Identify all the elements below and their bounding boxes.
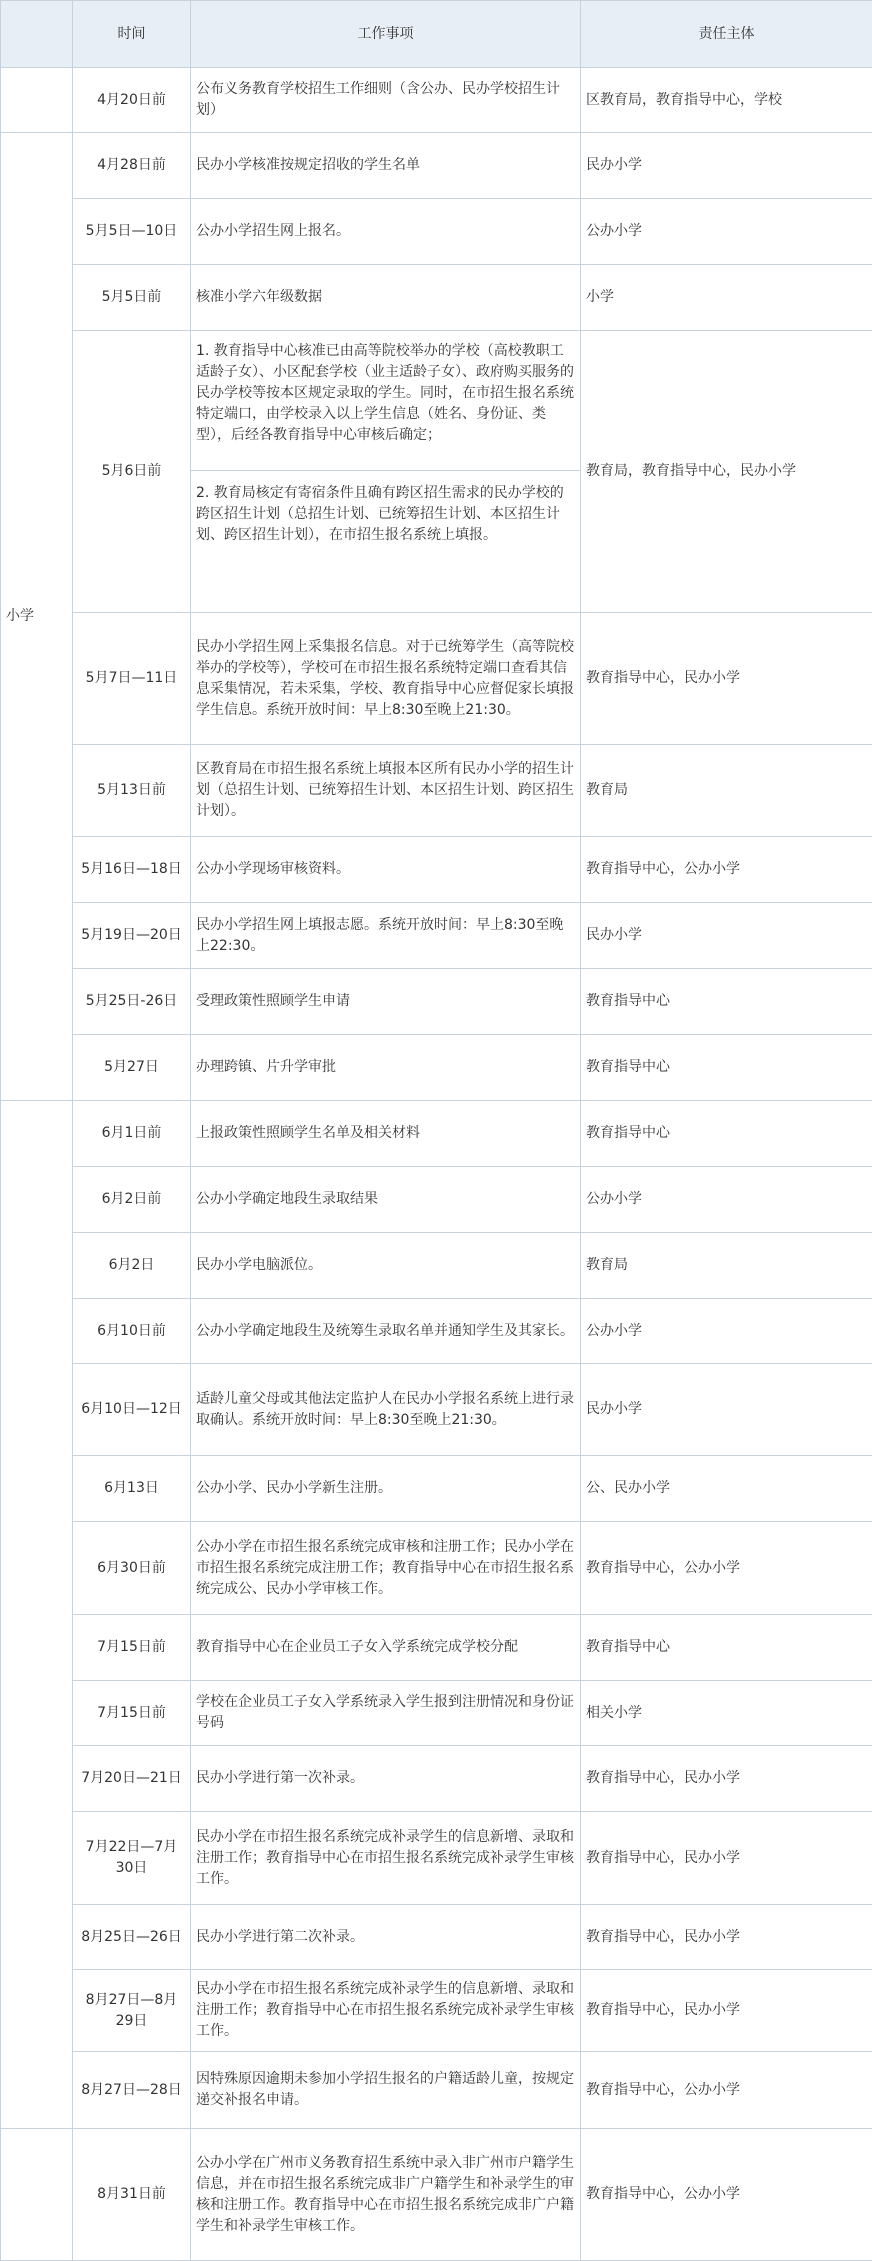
row-task: 公办小学确定地段生及统筹生录取名单并通知学生及其家长。 (191, 1299, 581, 1364)
row-date: 6月2日前 (73, 1167, 191, 1233)
row-responsible: 教育指导中心，民办小学 (581, 1746, 872, 1812)
row-responsible: 教育指导中心，民办小学 (581, 613, 872, 745)
row-responsible: 公办小学 (581, 1299, 872, 1364)
table-row (1, 68, 872, 133)
row-responsible: 教育指导中心，公办小学 (581, 1522, 872, 1615)
row-date: 6月10日前 (73, 1299, 191, 1364)
row-task: 办理跨镇、片升学审批 (191, 1035, 581, 1101)
row-date: 6月10日—12日 (73, 1364, 191, 1456)
group-label: 小学 (1, 133, 73, 1101)
row-task: 教育指导中心在企业员工子女入学系统完成学校分配 (191, 1615, 581, 1681)
row-task: 上报政策性照顾学生名单及相关材料 (191, 1101, 581, 1167)
table-row (1, 1035, 872, 1101)
table-row (1, 1905, 872, 1970)
table-row (1, 613, 872, 745)
row-responsible: 教育指导中心，民办小学 (581, 1970, 872, 2052)
row-responsible: 教育指导中心，公办小学 (581, 2129, 872, 2261)
row-task: 公办小学在广州市义务教育招生系统中录入非广州市户籍学生信息，并在市招生报名系统完成非广户籍学生和补录学生的审核和注册工作。教育指导中心在市招生报名系统完成非广户籍学生和补录学生审核工作。 (191, 2129, 581, 2261)
row-responsible: 公办小学 (581, 1167, 872, 1233)
group-label (1, 2129, 73, 2261)
row-responsible: 教育指导中心 (581, 969, 872, 1035)
row-date: 6月30日前 (73, 1522, 191, 1615)
row-task: 因特殊原因逾期未参加小学招生报名的户籍适龄儿童，按规定递交补报名申请。 (191, 2052, 581, 2129)
row-responsible: 相关小学 (581, 1681, 872, 1746)
row-task: 民办小学进行第一次补录。 (191, 1746, 581, 1812)
row-responsible: 公办小学 (581, 199, 872, 265)
table-row (1, 1812, 872, 1905)
row-task: 核准小学六年级数据 (191, 265, 581, 331)
row-task: 民办小学核准按规定招收的学生名单 (191, 133, 581, 199)
row-responsible: 民办小学 (581, 903, 872, 969)
row-date: 4月20日前 (73, 68, 191, 133)
row-task: 民办小学在市招生报名系统完成补录学生的信息新增、录取和注册工作；教育指导中心在市招生报名系统完成补录学生审核工作。 (191, 1812, 581, 1905)
table-row (1, 969, 872, 1035)
row-task: 民办小学进行第二次补录。 (191, 1905, 581, 1970)
row-task: 公布义务教育学校招生工作细则（含公办、民办学校招生计划） (191, 68, 581, 133)
header-task: 工作事项 (191, 1, 581, 68)
header-time: 时间 (73, 1, 191, 68)
row-date: 7月22日—7月30日 (73, 1812, 191, 1905)
row-date: 5月6日前 (73, 331, 191, 613)
row-responsible: 小学 (581, 265, 872, 331)
table-row (1, 1101, 872, 1167)
row-task: 区教育局在市招生报名系统上填报本区所有民办小学的招生计划（总招生计划、已统筹招生计划、本区招生计划、跨区招生计划）。 (191, 745, 581, 837)
table-row (1, 1456, 872, 1522)
row-date: 6月13日 (73, 1456, 191, 1522)
row-responsible: 教育指导中心，公办小学 (581, 2052, 872, 2129)
row-date: 5月7日—11日 (73, 613, 191, 745)
row-responsible: 教育指导中心，公办小学 (581, 837, 872, 903)
row-date: 6月1日前 (73, 1101, 191, 1167)
row-responsible: 民办小学 (581, 1364, 872, 1456)
row-task: 民办小学在市招生报名系统完成补录学生的信息新增、录取和注册工作；教育指导中心在市招生报名系统完成补录学生审核工作。 (191, 1970, 581, 2052)
row-responsible: 教育局 (581, 1233, 872, 1299)
table-row (1, 199, 872, 265)
row-task: 民办小学招生网上采集报名信息。对于已统筹学生（高等院校举办的学校等），学校可在市招生报名系统特定端口查看其信息采集情况，若未采集，学校、教育指导中心应督促家长填报学生信息。系统开放时间：早上8:30至晚上21:30。 (191, 613, 581, 745)
table-row (1, 1233, 872, 1299)
table-row (1, 265, 872, 331)
table-row (1, 331, 872, 613)
row-date: 8月25日—26日 (73, 1905, 191, 1970)
row-date: 8月27日—28日 (73, 2052, 191, 2129)
row-responsible: 教育指导中心 (581, 1101, 872, 1167)
table-row (1, 903, 872, 969)
row-responsible: 公、民办小学 (581, 1456, 872, 1522)
row-date: 5月16日—18日 (73, 837, 191, 903)
row-responsible: 教育指导中心，民办小学 (581, 1812, 872, 1905)
row-date: 5月19日—20日 (73, 903, 191, 969)
row-responsible: 教育指导中心，民办小学 (581, 1905, 872, 1970)
row-task-split (191, 331, 581, 613)
row-task: 公办小学、民办小学新生注册。 (191, 1456, 581, 1522)
row-date: 5月5日前 (73, 265, 191, 331)
table-row (1, 1167, 872, 1233)
table-row (1, 133, 872, 199)
table-row (1, 745, 872, 837)
row-task: 民办小学招生网上填报志愿。系统开放时间：早上8:30至晚上22:30。 (191, 903, 581, 969)
header-group (1, 1, 73, 68)
row-responsible: 教育指导中心 (581, 1615, 872, 1681)
row-task: 学校在企业员工子女入学系统录入学生报到注册情况和身份证号码 (191, 1681, 581, 1746)
row-task: 受理政策性照顾学生申请 (191, 969, 581, 1035)
table-row (1, 1299, 872, 1364)
row-date: 6月2日 (73, 1233, 191, 1299)
row-responsible: 教育指导中心 (581, 1035, 872, 1101)
row-task: 公办小学招生网上报名。 (191, 199, 581, 265)
table-row (1, 837, 872, 903)
row-date: 7月15日前 (73, 1681, 191, 1746)
row-task: 适龄儿童父母或其他法定监护人在民办小学报名系统上进行录取确认。系统开放时间：早上8:30至晚上21:30。 (191, 1364, 581, 1456)
row-task: 民办小学电脑派位。 (191, 1233, 581, 1299)
table-row (1, 1364, 872, 1456)
row-responsible: 区教育局，教育指导中心，学校 (581, 68, 872, 133)
row-responsible: 民办小学 (581, 133, 872, 199)
group-label (1, 68, 73, 133)
table-row (1, 1681, 872, 1746)
row-date: 5月25日-26日 (73, 969, 191, 1035)
row-task-part-1: 1. 教育指导中心核准已由高等院校举办的学校（高校教职工适龄子女）、小区配套学校（业主适龄子女）、政府购买服务的民办学校等按本区规定录取的学生。同时，在市招生报名系统特定端口，由学校录入以上学生信息（姓名、身份证、类型），后经各教育指导中心审核后确定； (191, 331, 580, 471)
row-task-part-2: 2. 教育局核定有寄宿条件且确有跨区招生需求的民办学校的跨区招生计划（总招生计划、已统筹招生计划、本区招生计划、跨区招生计划），在市招生报名系统上填报。 (191, 471, 580, 554)
table-row (1, 2052, 872, 2129)
row-task: 公办小学现场审核资料。 (191, 837, 581, 903)
row-date: 7月20日—21日 (73, 1746, 191, 1812)
table-row (1, 1970, 872, 2052)
group-label (1, 1101, 73, 2129)
row-responsible: 教育局 (581, 745, 872, 837)
table-row (1, 1746, 872, 1812)
row-date: 8月31日前 (73, 2129, 191, 2261)
row-task: 公办小学在市招生报名系统完成审核和注册工作；民办小学在市招生报名系统完成注册工作；教育指导中心在市招生报名系统完成公、民办小学审核工作。 (191, 1522, 581, 1615)
row-responsible: 教育局，教育指导中心，民办小学 (581, 331, 872, 613)
header-responsible: 责任主体 (581, 1, 872, 68)
header-row (1, 1, 872, 68)
row-date: 5月13日前 (73, 745, 191, 837)
table-row (1, 1615, 872, 1681)
table-row (1, 1522, 872, 1615)
row-task: 公办小学确定地段生录取结果 (191, 1167, 581, 1233)
row-date: 5月27日 (73, 1035, 191, 1101)
row-date: 7月15日前 (73, 1615, 191, 1681)
row-date: 4月28日前 (73, 133, 191, 199)
row-date: 8月27日—8月29日 (73, 1970, 191, 2052)
row-date: 5月5日—10日 (73, 199, 191, 265)
table-row (1, 2129, 872, 2261)
